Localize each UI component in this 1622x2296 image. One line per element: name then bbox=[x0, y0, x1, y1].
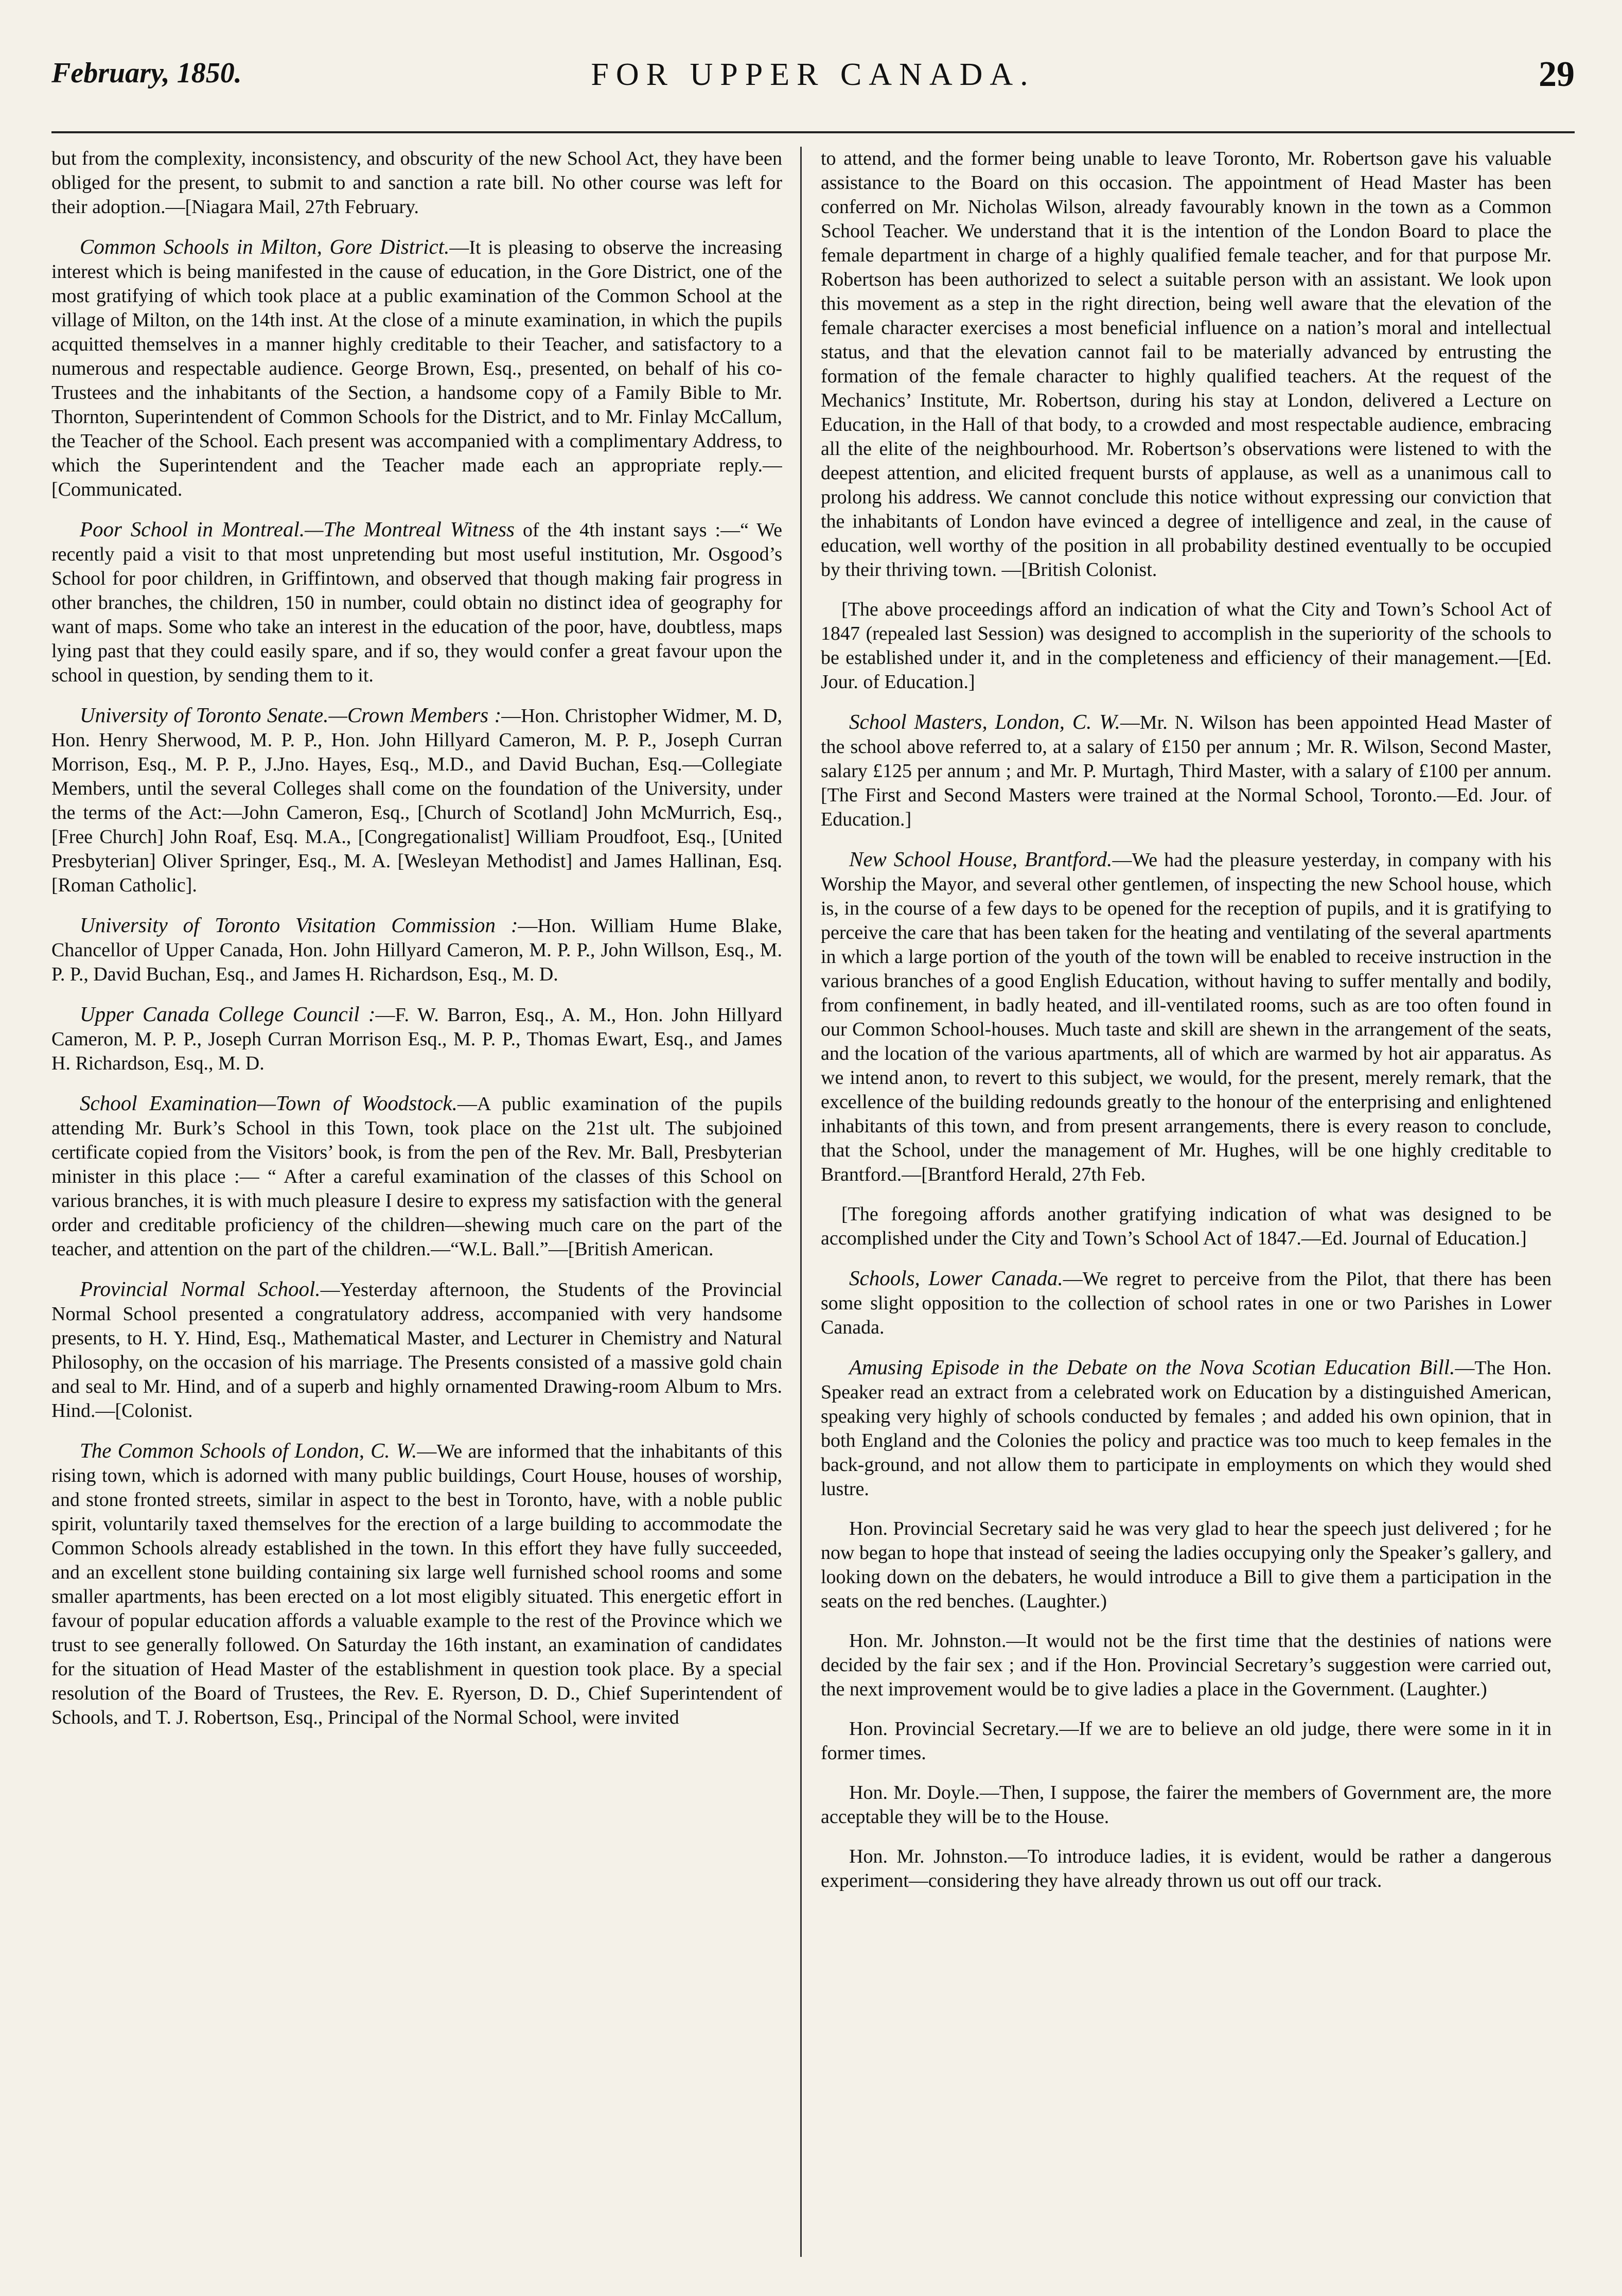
article-heading: Upper Canada College Council : bbox=[80, 1002, 376, 1026]
article-heading: Schools, Lower Canada. bbox=[849, 1266, 1063, 1290]
article-heading: Provincial Normal School. bbox=[80, 1277, 321, 1301]
article-paragraph bbox=[51, 913, 782, 987]
issue-date: February, 1850. bbox=[51, 57, 242, 89]
article-text: —A public examination of the pupils attending Mr. Burk’s School in this Town, took place on the 21st ult. The subjoined certificate copied from the Visitors’ book, is from the pen of the Rev. Mr. Ball, Presbyterian minister in this place :— “ After a careful examination of the classes of this School on various branches, it is with much pleasure I desire to express my satisfaction with the general order and creditable proficiency of the children—shewing much care on the part of the teacher, and attention on the part of the children.—“W.L. Ball.”—[British American. bbox=[51, 1093, 782, 1260]
column-divider bbox=[800, 147, 802, 2257]
article-text: —Hon. Christopher Widmer, M. D, Hon. Henry Sherwood, M. P. P., Hon. John Hillyard Cameron, M. P. P., Joseph Curran Morrison, Esq., M. P. P., J.Jno. Hayes, Esq., M.D., and David Buchan, Esq.—Collegiate Members, until the several Colleges shall come on the foundation of the University, under the terms of the Act:—John Cameron, Esq., [Church of Scotland] John McMurrich, Esq., [Free Church] John Roaf, Esq. M.A., [Congregationalist] William Proudfoot, Esq., [United Presbyterian] Oliver Springer, Esq., M. A. [Wesleyan Methodist] and James Hallinan, Esq. [Roman Catholic]. bbox=[51, 705, 782, 896]
article-heading: School Masters, London, C. W. bbox=[849, 710, 1120, 733]
article-text: [The above proceedings afford an indication of what the City and Town’s School Act of 1847 (repealed last Session) was designed to accomplish in the superiority of the schools to be established under it, and in the completeness and efficiency of their management.—[Ed. Jour. of Education.] bbox=[821, 599, 1552, 693]
article-paragraph bbox=[821, 1629, 1552, 1702]
article-text: but from the complexity, inconsistency, and obscurity of the new School Act, they have been obliged for the present, to submit to and sanction a rate bill. No other course was left for their adoption.—[Niagara Mail, 27th February. bbox=[51, 148, 782, 218]
article-paragraph bbox=[821, 1717, 1552, 1765]
article-paragraph bbox=[821, 1845, 1552, 1893]
article-text: —We are informed that the inhabitants of this rising town, which is adorned with many public buildings, Court House, houses of worship, and stone fronted streets, similar in aspect to the best in Toronto, have, with a noble public spirit, voluntarily taxed themselves for the erection of a large building to accommodate the Common Schools already established in the town. In this effort they have fully succeeded, and an excellent stone building containing six large well furnished school rooms and some smaller apartments, has been erected on a lot most eligibly situated. This energetic effort in favour of popular education affords a valuable example to the rest of the Province which we trust to see generally followed. On Saturday the 16th instant, an examination of candidates for the situation of Head Master of the establishment in question took place. By a special resolution of the Board of Trustees, the Rev. E. Ryerson, D. D., Chief Superintendent of Schools, and T. J. Robertson, Esq., Principal of the Normal School, were invited bbox=[51, 1441, 782, 1728]
page-header bbox=[51, 46, 1575, 103]
article-paragraph bbox=[821, 847, 1552, 1187]
article-text: of the 4th instant says :—“ We recently paid a visit to that most unpretending but most useful institution, Mr. Osgood’s School for poor children, in Griffintown, and observed that though making fair progress in other branches, the children, 150 in number, could obtain no distinct idea of geography for want of maps. Some who take an interest in the education of the poor, have, doubtless, maps lying past that they could easily spare, and if so, they would confer a great favour upon the school in question, by sending them to it. bbox=[51, 519, 782, 686]
article-paragraph bbox=[821, 1517, 1552, 1614]
article-paragraph bbox=[51, 517, 782, 688]
article-heading: Common Schools in Milton, Gore District. bbox=[80, 235, 450, 258]
article-paragraph bbox=[821, 1355, 1552, 1501]
article-paragraph bbox=[821, 710, 1552, 832]
article-text: to attend, and the former being unable to leave Toronto, Mr. Robertson gave his valuable assistance to the Board on this occasion. The appointment of Head Master has been conferred on Mr. Nicholas Wilson, already favourably known in the town as a Common School Teacher. We understand that it is the intention of the London Board to place the female department in charge of a highly qualified female teacher, and for that purpose Mr. Robertson has been authorized to select a suitable person with an assistant. We look upon this movement as a step in the right direction, being well aware that the elevation of the female character exercises a most beneficial influence on a nation’s moral and intellectual status, and that the elevation cannot fail to be materially advanced by entrusting the formation of the female character to highly qualified teachers. At the request of the Mechanics’ Institute, Mr. Robertson, during his stay at London, delivered a Lecture on Education, in the Hall of that body, to a crowded and most respectable audience, embracing all the elite of the neighbourhood. Mr. Robertson’s observations were listened to with the deepest attention, and elicited frequent bursts of applause, as well as a unanimous call to prolong his address. We cannot conclude this notice without expressing our conviction that the inhabitants of London have evinced a degree of intelligence and zeal, in the cause of education, well worthy of the position in all probability destined eventually to be occupied by their thriving town. —[British Colonist. bbox=[821, 148, 1552, 581]
article-text: —F. W. Barron, Esq., A. M., Hon. John Hillyard Cameron, M. P. P., Joseph Curran Morrison Esq., M. P. P., Thomas Ewart, Esq., and James H. Richardson, Esq., M. D. bbox=[51, 1004, 782, 1074]
article-paragraph bbox=[51, 1277, 782, 1423]
article-text: —It is pleasing to observe the increasing interest which is being manifested in the cause of education, in the Gore District, one of the most gratifying of which took place at a public examination of the Common School at the village of Milton, on the 14th inst. At the close of a minute examination, in which the pupils acquitted themselves in a manner highly creditable to their Teacher, and satisfactory to a numerous and respectable audience. George Brown, Esq., presented, on behalf of his co-Trustees and the inhabitants of the Section, a handsome copy of a Family Bible to Mr. Thornton, Superintendent of Common Schools for the District, and to Mr. Finlay McCallum, the Teacher of the School. Each present was accompanied with a complimentary Address, to which the Superintendent and the Teacher made each an appropriate reply.—[Communicated. bbox=[51, 237, 782, 500]
article-paragraph bbox=[821, 598, 1552, 694]
article-heading: The Common Schools of London, C. W. bbox=[80, 1439, 417, 1462]
article-heading: Amusing Episode in the Debate on the Nova Scotian Education Bill. bbox=[849, 1355, 1455, 1379]
article-text: —We regret to perceive from the Pilot, that there has been some slight opposition to the collection of school rates in one or two Parishes in Lower Canada. bbox=[821, 1268, 1552, 1338]
article-text: —The Hon. Speaker read an extract from a celebrated work on Education by a distinguished American, speaking very highly of schools conducted by females ; and added his own opinion, that in both England and the Colonies the policy and practice was too much to keep females in the back-ground, and not allow them to participate in employments on which they would shed lustre. bbox=[821, 1357, 1552, 1500]
article-paragraph bbox=[51, 1002, 782, 1076]
page-number: 29 bbox=[1539, 55, 1575, 94]
article-text: —Yesterday afternoon, the Students of the Provincial Normal School presented a congratulatory address, accompanied with very handsome presents, to H. Y. Hind, Esq., Mathematical Master, and Lecturer in Chemistry and Natural Philosophy, on the occasion of his marriage. The Presents consisted of a massive gold chain and seal to Mr. Hind, and of a superb and highly ornamented Drawing-room Album to Mrs. Hind.—[Colonist. bbox=[51, 1279, 782, 1422]
article-text: Hon. Mr. Johnston.—It would not be the first time that the destinies of nations were decided by the fair sex ; and if the Hon. Provincial Secretary’s suggestion were carried out, the next improvement would be to give ladies a place in the Government. (Laughter.) bbox=[821, 1630, 1552, 1700]
article-text: [The foregoing affords another gratifying indication of what was designed to be accomplished under the City and Town’s School Act of 1847.—Ed. Journal of Education.] bbox=[821, 1203, 1552, 1249]
left-column bbox=[51, 147, 782, 2257]
article-heading: University of Toronto Senate.—Crown Members : bbox=[80, 703, 502, 727]
article-heading: New School House, Brantford. bbox=[849, 847, 1113, 871]
article-text: Hon. Provincial Secretary said he was very glad to hear the speech just delivered ; for he now began to hope that instead of seeing the ladies occupying only the Speaker’s gallery, and looking down on the debaters, he would introduce a Bill to give them a participation in the seats on the red benches. (Laughter.) bbox=[821, 1518, 1552, 1612]
article-text: —We had the pleasure yesterday, in company with his Worship the Mayor, and several other gentlemen, of inspecting the new School house, which is, in the course of a few days to be opened for the reception of pupils, and it is gratifying to perceive the care that has been taken for the heating and ventilating of the several apartments in which a large portion of the youth of the town will be enabled to receive instruction in the various branches of a good English Education, without having to suffer mentally and bodily, from confinement, in badly heated, and ill-ventilated rooms, such as are too often found in our Common School-houses. Much taste and skill are shewn in the arrangement of the seats, and the location of the various apartments, all of which are warmed by hot air apparatus. As we intend anon, to revert to this subject, we would, for the present, merely remark, that the excellence of the building redounds greatly to the honour of the enterprising and enlightened inhabitants of this town, and from present arrangements, there is every reason to conclude, that the School, under the management of Mr. Hughes, will be one highly creditable to Brantford.—[Brantford Herald, 27th Feb. bbox=[821, 849, 1552, 1185]
article-paragraph bbox=[51, 1439, 782, 1730]
running-title: FOR UPPER CANADA. bbox=[591, 57, 1035, 92]
article-paragraph bbox=[821, 1202, 1552, 1251]
article-heading: School Examination—Town of Woodstock. bbox=[80, 1091, 457, 1115]
article-paragraph bbox=[821, 1781, 1552, 1829]
article-paragraph bbox=[51, 703, 782, 898]
article-heading: University of Toronto Visitation Commission : bbox=[80, 913, 518, 937]
article-text: Hon. Provincial Secretary.—If we are to believe an old judge, there were some in it in former times. bbox=[821, 1718, 1552, 1764]
article-paragraph bbox=[51, 147, 782, 219]
article-text: —Hon. William Hume Blake, Chancellor of Upper Canada, Hon. John Hillyard Cameron, M. P. P., John Willson, Esq., M. P. P., David Buchan, Esq., and James H. Richardson, Esq., M. D. bbox=[51, 915, 782, 985]
article-paragraph bbox=[821, 1266, 1552, 1340]
article-heading: Poor School in Montreal.—The Montreal Witness bbox=[80, 517, 515, 541]
article-paragraph bbox=[821, 147, 1552, 582]
article-text: Hon. Mr. Doyle.—Then, I suppose, the fairer the members of Government are, the more acceptable they will be to the House. bbox=[821, 1782, 1552, 1828]
header-rule bbox=[51, 131, 1575, 133]
right-column bbox=[821, 147, 1552, 2257]
article-text: Hon. Mr. Johnston.—To introduce ladies, it is evident, would be rather a dangerous experiment—considering they have already thrown us out off our track. bbox=[821, 1846, 1552, 1891]
article-text: —Mr. N. Wilson has been appointed Head Master of the school above referred to, at a salary of £150 per annum ; Mr. R. Wilson, Second Master, salary £125 per annum ; and Mr. P. Murtagh, Third Master, with a salary of £100 per annum. [The First and Second Masters were trained at the Normal School, Toronto.—Ed. Jour. of Education.] bbox=[821, 712, 1552, 830]
article-paragraph bbox=[51, 1091, 782, 1261]
article-paragraph bbox=[51, 235, 782, 502]
